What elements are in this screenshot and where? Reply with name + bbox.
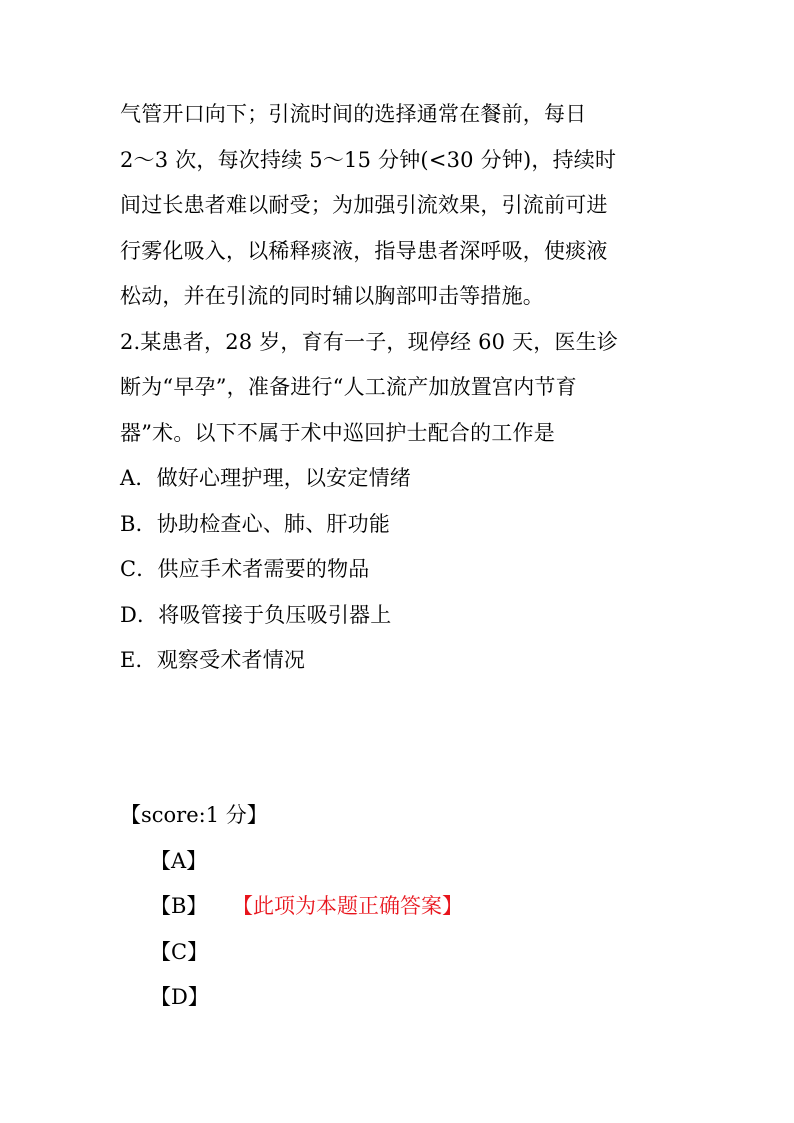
- answer-row-d: [120, 975, 680, 1021]
- option-e: E．观察受术者情况: [120, 648, 306, 672]
- answer-row-c: [120, 930, 680, 976]
- answer-key: 【B】: [150, 894, 208, 918]
- score-section: [120, 793, 680, 1021]
- explanation-paragraph: [120, 92, 680, 320]
- question-line: 2.某患者，28 岁，育有一子，现停经 60 天，医生诊: [120, 329, 619, 354]
- answer-key: 【C】: [150, 939, 209, 964]
- answer-row-b: [120, 884, 680, 930]
- explanation-line: 气管开口向下；引流时间的选择通常在餐前，每日: [120, 102, 587, 126]
- option-d: D．将吸管接于负压吸引器上: [120, 602, 392, 627]
- option-b: B．协助检查心、肺、肝功能: [120, 511, 391, 536]
- explanation-line: 间过长患者难以耐受；为加强引流效果，引流前可进: [120, 193, 608, 217]
- option-a: A．做好心理护理，以安定情绪: [120, 466, 411, 490]
- question-content: [120, 92, 680, 684]
- explanation-line: 2～3 次，每次持续 5～15 分钟(<30 分钟)，持续时: [120, 147, 617, 172]
- question-line: 器”术。以下不属于术中巡回护士配合的工作是: [120, 420, 555, 445]
- question-stem: [120, 320, 680, 457]
- answer-key: 【D】: [150, 985, 209, 1009]
- answer-row-a: [120, 839, 680, 885]
- question-line: 断为“早孕”，准备进行“人工流产加放置宫内节育: [120, 375, 577, 399]
- option-c: C．供应手术者需要的物品: [120, 557, 370, 581]
- score-label: 【score:1 分】: [120, 803, 268, 827]
- option-list: [120, 456, 680, 684]
- explanation-line: 松动，并在引流的同时辅以胸部叩击等措施。: [120, 284, 544, 308]
- explanation-line: 行雾化吸入，以稀释痰液，指导患者深呼吸，使痰液: [120, 238, 608, 263]
- correct-answer-note: 【此项为本题正确答案】: [232, 894, 463, 918]
- answer-key: 【A】: [150, 848, 208, 873]
